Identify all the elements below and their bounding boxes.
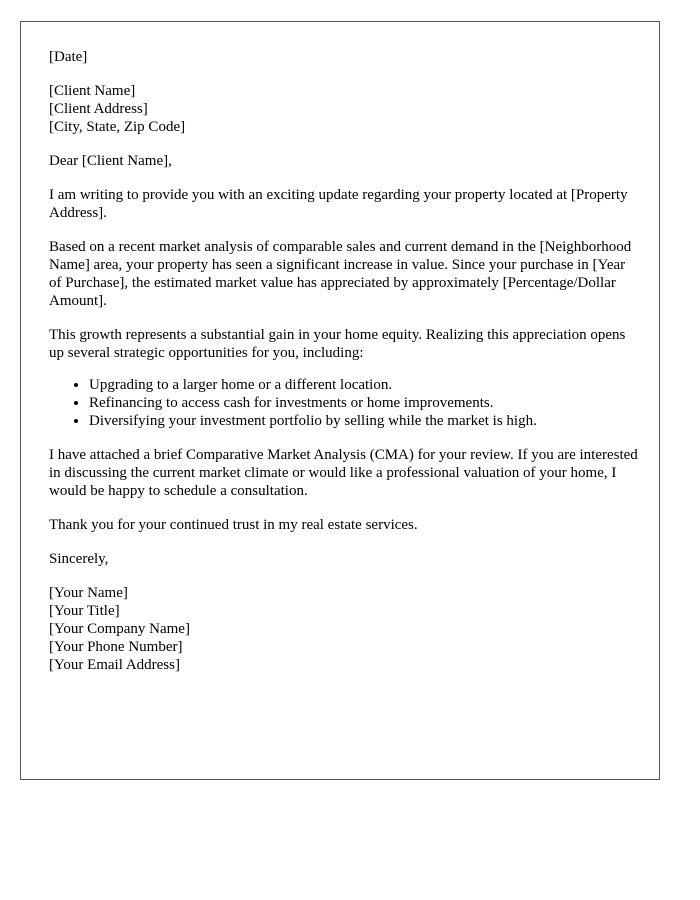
letter-body [49,48,639,674]
salutation: Dear [Client Name], [49,153,172,169]
signature-company: [Your Company Name] [49,621,190,637]
date-line: [Date] [49,49,88,65]
client-address-block [49,82,639,136]
client-name-line: [Client Name] [49,83,136,99]
signature-title: [Your Title] [49,603,120,619]
letter-page [20,21,660,780]
paragraph-thanks: Thank you for your continued trust in my real estate services. [49,517,418,533]
opportunity-list [49,376,639,430]
paragraph-growth: This growth represents a substantial gain in your home equity. Realizing this appreciation opens up several strategic opportunities for you, including: [49,327,626,361]
signoff: Sincerely, [49,551,109,567]
list-item: • Refinancing to access cash for investments or home improvements. [89,394,639,412]
list-item: • Diversifying your investment portfolio by selling while the market is high. [89,412,639,430]
client-city-line: [City, State, Zip Code] [49,119,186,135]
paragraph-analysis: Based on a recent market analysis of comparable sales and current demand in the [Neighborhood Name] area, your property has seen a significant increase in value. Since your purchase in [Year of Purchase], the estimated market value has appreciated by approximately [Percentage/Dollar Amount]. [49,239,632,309]
list-item: • Upgrading to a larger home or a different location. [89,376,639,394]
paragraph-cma: I have attached a brief Comparative Market Analysis (CMA) for your review. If you are interested in discussing the current market climate or would like a professional valuation of your home, I would be happy to schedule a consultation. [49,447,638,499]
client-address-line: [Client Address] [49,101,148,117]
signature-block [49,584,639,674]
signature-phone: [Your Phone Number] [49,639,183,655]
signature-name: [Your Name] [49,585,128,601]
paragraph-intro: I am writing to provide you with an exciting update regarding your property located at [Property Address]. [49,187,628,221]
signature-email: [Your Email Address] [49,657,180,673]
